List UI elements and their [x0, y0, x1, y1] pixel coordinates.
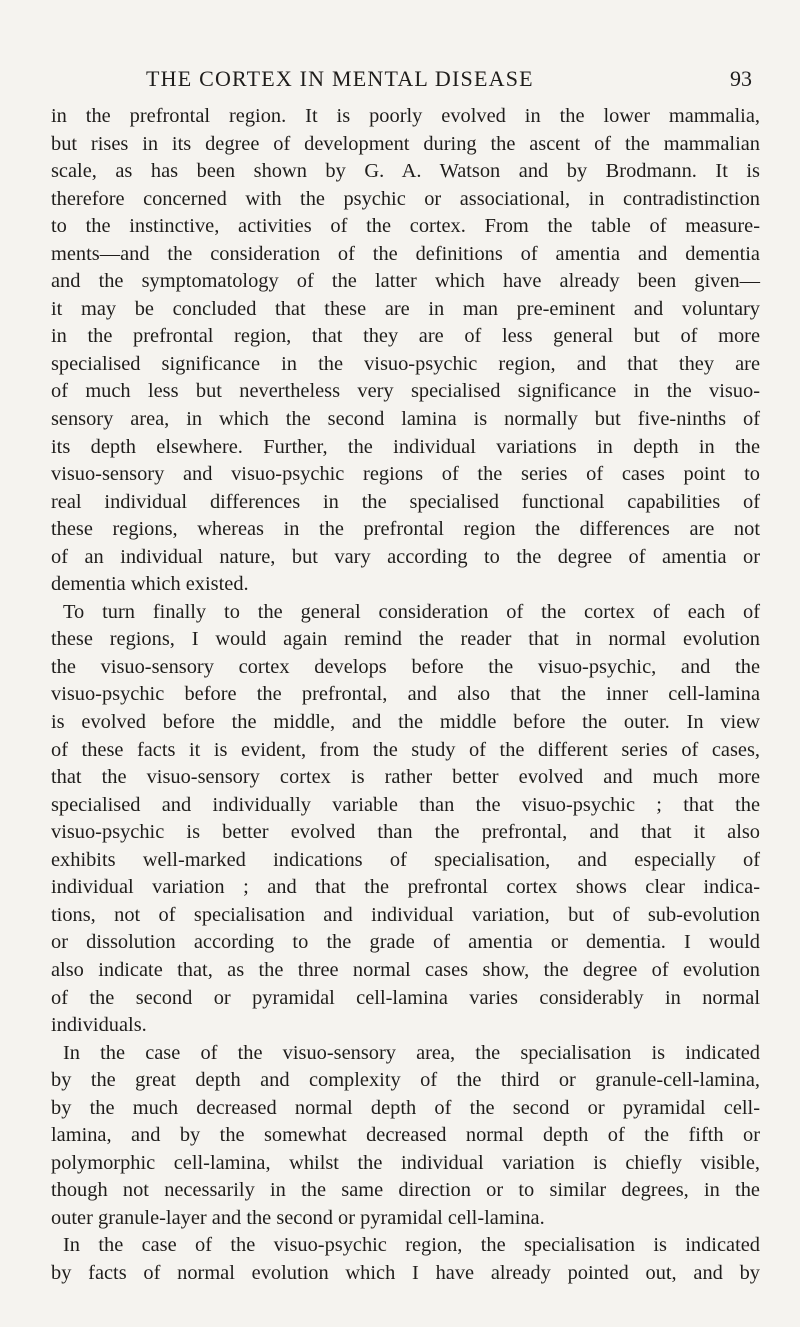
text-line: or dissolution according to the grade of amentia or dementia. I would: [51, 931, 760, 954]
text-line: lamina, and by the somewhat decreased normal depth of the fifth or: [51, 1124, 760, 1147]
text-line: of much less but nevertheless very specialised significance in the visuo-: [51, 380, 760, 403]
running-title: THE CORTEX IN MENTAL DISEASE: [146, 66, 534, 91]
text-line: it may be concluded that these are in man pre-eminent and voluntary: [51, 297, 760, 320]
text-line: of the second or pyramidal cell-lamina varies considerably in normal: [51, 986, 760, 1009]
text-line: specialised significance in the visuo-psychic region, and that they are: [51, 352, 760, 375]
text-line: these regions, whereas in the prefrontal region the differences are not: [51, 518, 760, 541]
text-line: the visuo-sensory cortex develops before the visuo-psychic, and the: [51, 655, 760, 678]
text-line: but rises in its degree of development during the ascent of the mammalian: [51, 132, 760, 155]
body-text: [51, 103, 760, 1288]
text-line: In the case of the visuo-sensory area, the specialisation is indicated: [63, 1041, 760, 1064]
text-line: individuals.: [51, 1014, 147, 1037]
text-line: To turn finally to the general consideration of the cortex of each of: [63, 600, 760, 623]
text-line: its depth elsewhere. Further, the individual variations in depth in the: [51, 435, 760, 458]
text-line: in the prefrontal region, that they are of less general but of more: [51, 325, 760, 348]
text-line: visuo-sensory and visuo-psychic regions of the series of cases point to: [51, 463, 760, 486]
text-line: to the instinctive, activities of the cortex. From the table of measure-: [51, 215, 760, 238]
text-line: polymorphic cell-lamina, whilst the individual variation is chiefly visible,: [51, 1151, 760, 1174]
running-head: [146, 64, 752, 94]
text-line: that the visuo-sensory cortex is rather better evolved and much more: [51, 766, 760, 789]
text-line: outer granule-layer and the second or pyramidal cell-lamina.: [51, 1206, 545, 1229]
text-line: ments—and the consideration of the definitions of amentia and dementia: [51, 242, 760, 265]
text-line: In the case of the visuo-psychic region, the specialisation is indicated: [63, 1234, 760, 1257]
text-line: these regions, I would again remind the reader that in normal evolution: [51, 628, 760, 651]
text-line: visuo-psychic is better evolved than the prefrontal, and that it also: [51, 821, 760, 844]
text-line: tions, not of specialisation and individual variation, but of sub-evolution: [51, 903, 760, 926]
text-line: also indicate that, as the three normal cases show, the degree of evolution: [51, 958, 760, 981]
text-line: by facts of normal evolution which I have already pointed out, and by: [51, 1261, 760, 1284]
text-line: individual variation ; and that the prefrontal cortex shows clear indica-: [51, 876, 760, 899]
text-line: therefore concerned with the psychic or associational, in contradistinction: [51, 187, 760, 210]
text-line: specialised and individually variable than the visuo-psychic ; that the: [51, 793, 760, 816]
text-line: sensory area, in which the second lamina is normally but five-ninths of: [51, 408, 760, 431]
text-line: though not necessarily in the same direction or to similar degrees, in the: [51, 1179, 760, 1202]
text-line: exhibits well-marked indications of specialisation, and especially of: [51, 848, 760, 871]
text-line: by the great depth and complexity of the third or granule-cell-lamina,: [51, 1069, 760, 1092]
text-line: and the symptomatology of the latter which have already been given—: [51, 270, 760, 293]
text-line: in the prefrontal region. It is poorly evolved in the lower mammalia,: [51, 105, 760, 127]
text-line: is evolved before the middle, and the middle before the outer. In view: [51, 711, 760, 734]
text-line: of these facts it is evident, from the study of the different series of cases,: [51, 738, 760, 761]
text-line: by the much decreased normal depth of the second or pyramidal cell-: [51, 1096, 760, 1119]
text-line: scale, as has been shown by G. A. Watson and by Brodmann. It is: [51, 160, 760, 183]
text-line: real individual differences in the specialised functional capabilities of: [51, 490, 760, 513]
text-line: visuo-psychic before the prefrontal, and also that the inner cell-lamina: [51, 683, 760, 706]
text-line: dementia which existed.: [51, 573, 249, 596]
page-number: 93: [730, 66, 752, 91]
text-line: of an individual nature, but vary according to the degree of amentia or: [51, 545, 760, 568]
